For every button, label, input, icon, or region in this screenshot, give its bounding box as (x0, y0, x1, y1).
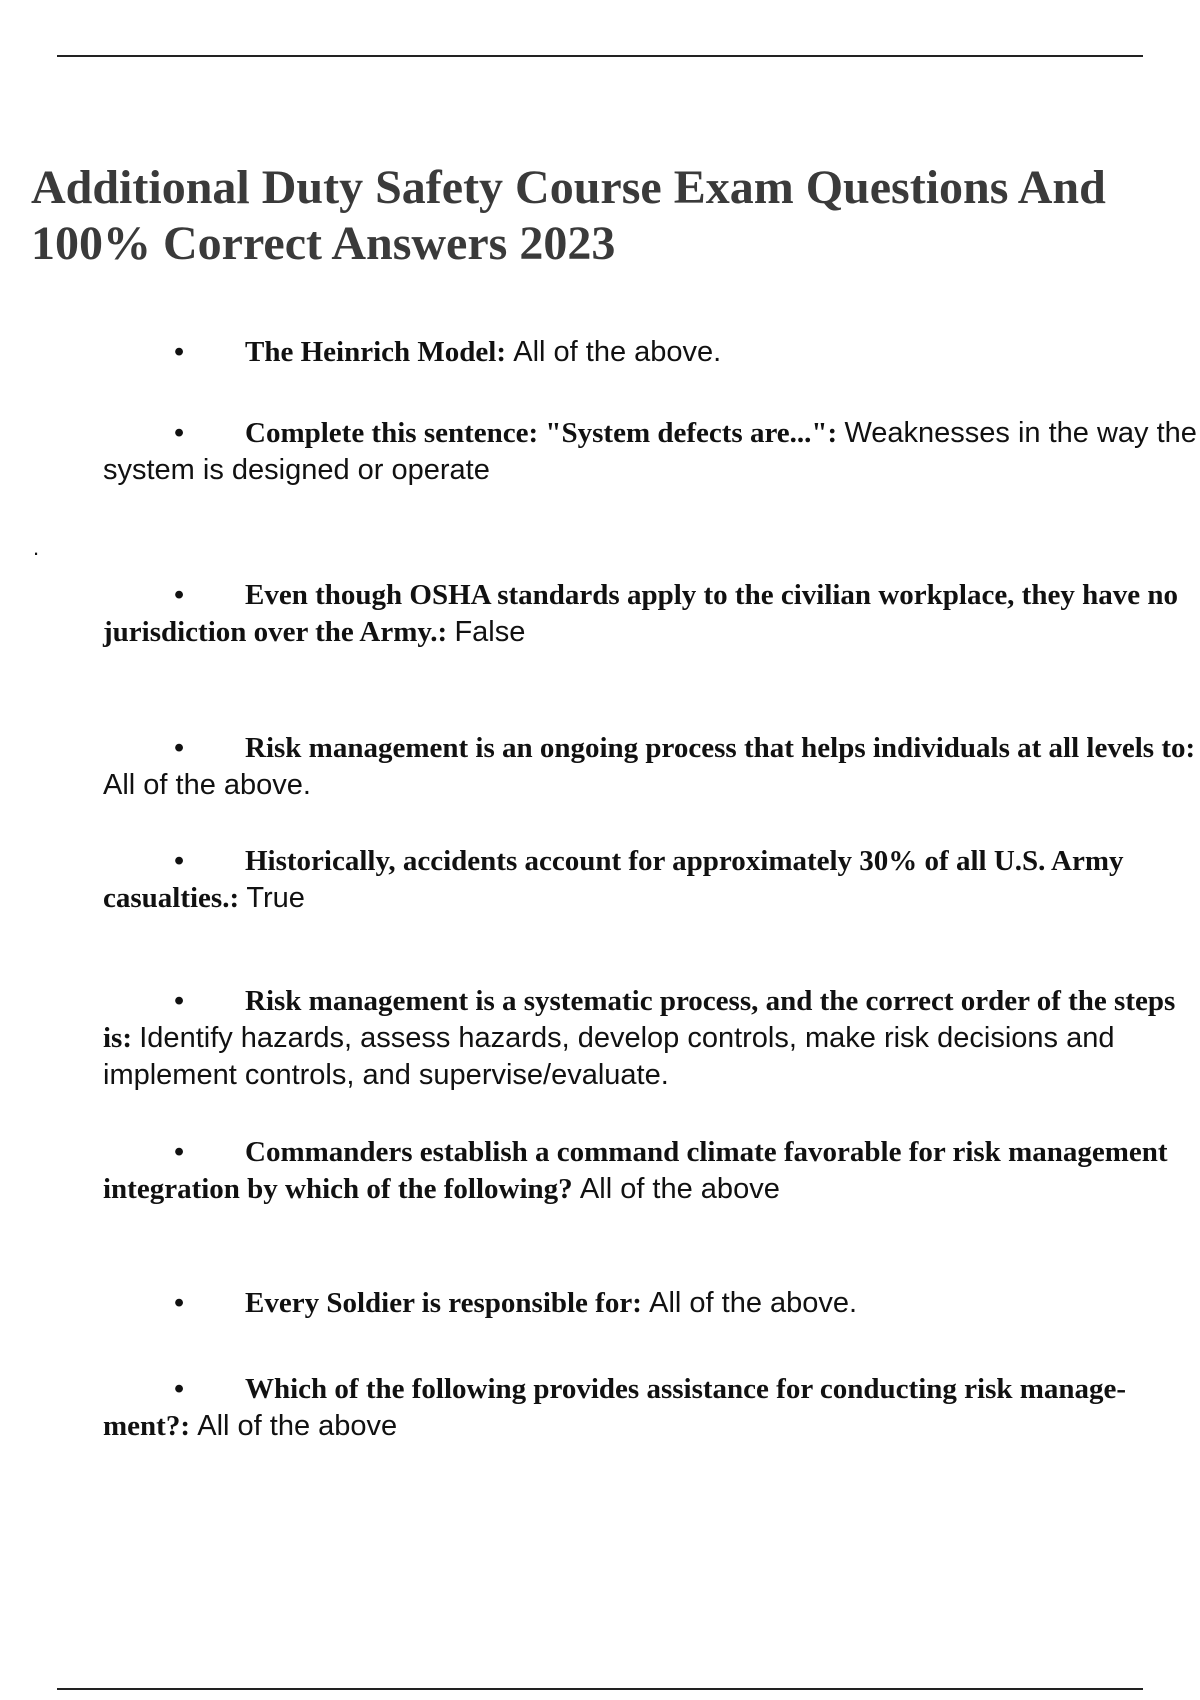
question-text: Complete this sentence: "System defects are...": (245, 417, 838, 449)
qa-item-5 (103, 843, 1200, 917)
answer-text: False (454, 616, 526, 648)
document-title: Additional Duty Safety Course Exam Questions And 100% Correct Answers 2023 (31, 161, 1106, 270)
bullet-icon: • (174, 985, 185, 1017)
answer-text: All of the above (197, 1410, 398, 1442)
question-text: Commanders establish a command climate favorable for risk management integration by which of the following? (103, 1136, 1168, 1205)
answer-text: Identify hazards, assess hazards, develop controls, make risk decisions and implement controls, and supervise/evaluate. (103, 1022, 1115, 1091)
qa-item-7 (103, 1134, 1200, 1208)
question-text: Which of the following provides assistance for conducting risk manage- ment?: (103, 1373, 1127, 1442)
bullet-icon: • (174, 845, 185, 877)
answer-text: All of the above. (649, 1287, 858, 1319)
bullet-icon: • (174, 417, 185, 449)
answer-text: Weaknesses in the way the system is designed or operate (103, 417, 1197, 486)
bullet-icon: • (174, 1136, 185, 1168)
bullet-icon: • (174, 732, 185, 764)
question-text: The Heinrich Model: (245, 336, 506, 368)
qa-item-1 (103, 334, 1200, 371)
qa-item-8 (103, 1285, 1200, 1322)
question-text: Risk management is an ongoing process that helps individuals at all levels to: (245, 732, 1196, 764)
qa-item-6 (103, 983, 1200, 1094)
qa-item-9 (103, 1371, 1200, 1445)
bullet-icon: • (174, 1287, 185, 1319)
stray-mark: . (33, 535, 40, 560)
answer-text: All of the above. (103, 769, 311, 801)
bullet-icon: • (174, 1373, 185, 1405)
top-rule (57, 55, 1143, 57)
question-text: Every Soldier is responsible for: (245, 1287, 642, 1319)
qa-item-2 (103, 415, 1200, 489)
bullet-icon: • (174, 336, 185, 368)
qa-item-4 (103, 730, 1200, 804)
answer-text: All of the above. (513, 336, 722, 368)
bullet-icon: • (174, 579, 185, 611)
question-text: Even though OSHA standards apply to the civilian workplace, they have no jurisdiction over the Army.: (103, 579, 1178, 648)
bottom-rule (57, 1688, 1143, 1690)
answer-text: True (246, 882, 305, 914)
question-text: Risk management is a systematic process, and the correct order of the steps is: (103, 985, 1176, 1054)
answer-text: All of the above (579, 1173, 780, 1205)
qa-item-3 (103, 577, 1200, 651)
question-text: Historically, accidents account for approximately 30% of all U.S. Army casualties.: (103, 845, 1124, 914)
